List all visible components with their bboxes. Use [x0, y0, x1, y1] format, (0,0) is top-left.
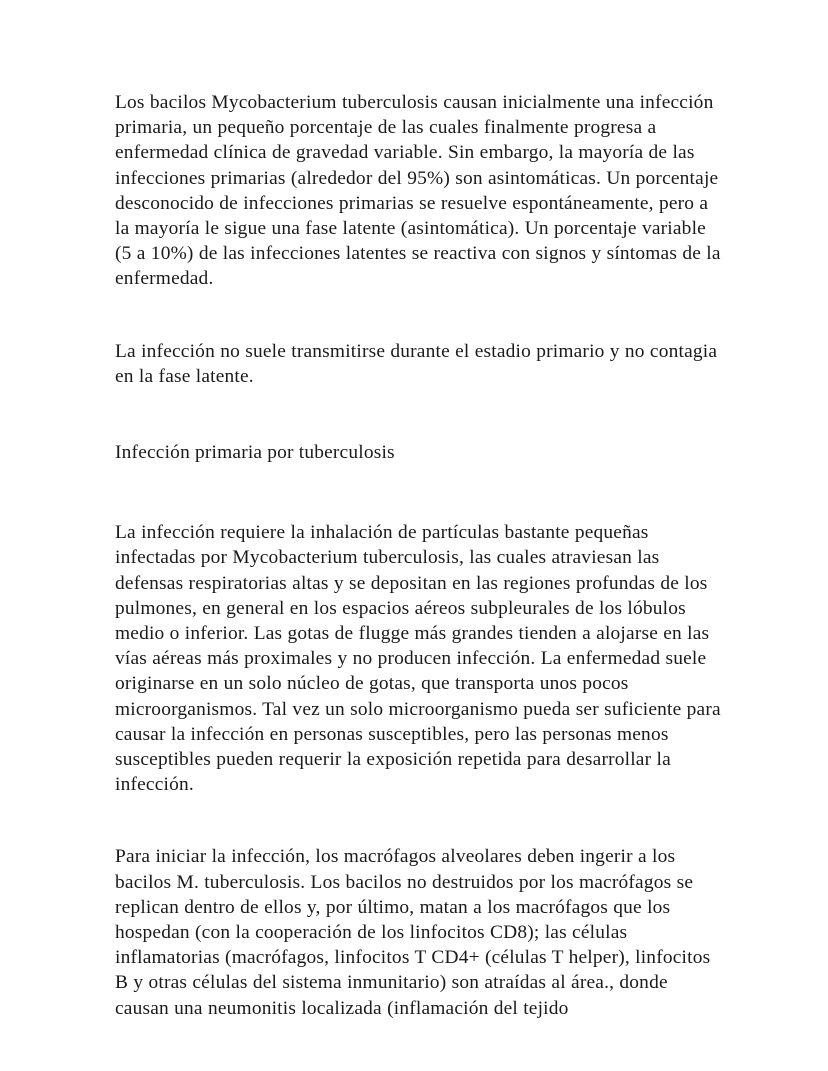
paragraph-spacer [115, 414, 723, 440]
heading-primary-tuberculosis-infection: Infección primaria por tuberculosis [115, 442, 395, 464]
paragraph-spacer [115, 317, 723, 339]
paragraph-spacer [115, 490, 723, 520]
paragraph-primary-infection-overview: Los bacilos Mycobacterium tuberculosis causan inicialmente una infección primaria, un pequeño porcentaje de las cuales finalmente progresa a enfermedad clínica de gravedad variable. Sin embargo, la mayoría de las infecciones primarias (alrededor del 95%) son asintomáticas. Un porcentaje desconocido de infecciones primarias se resuelve espontáneamente, pero a la mayoría le sigue una fase latente (asintomática). Un porcentaje variable (5 a 10%) de las infecciones latentes se reactiva con signos y síntomas de la enfermedad. [115, 92, 721, 290]
paragraph-macrophage-immune-response: Para iniciar la infección, los macrófagos alveolares deben ingerir a los bacilos M. tuberculosis. Los bacilos no destruidos por los macrófagos se replican dentro de ellos y, por último, matan a los macrófagos que los hospedan (con la cooperación de los linfocitos CD8); las células inflamatorias (macrófagos, linfocitos T CD4+ (células T helper), linfocitos B y otras células del sistema inmunitario) son atraídas al área., donde causan una neumonitis localizada (inflamación del tejido [115, 846, 711, 1019]
paragraph-inhalation-mechanism: La infección requiere la inhalación de partículas bastante pequeñas infectadas por Mycobacterium tuberculosis, las cuales atraviesan las defensas respiratorias altas y se depositan en las regiones profundas de los pulmones, en general en los espacios aéreos subpleurales de los lóbulos medio o inferior. Las gotas de flugge más grandes tienden a alojarse en las vías aéreas más proximales y no producen infección. La enfermedad suele originarse en un solo núcleo de gotas, que transporta unos pocos microorganismos. Tal vez un solo microorganismo pueda ser suficiente para causar la infección en personas susceptibles, pero las personas menos susceptibles pueden requerir la exposición repetida para desarrollar la infección. [115, 522, 721, 796]
document-text-column [115, 90, 723, 1046]
paragraph-transmission-latency: La infección no suele transmitirse durante el estadio primario y no contagia en la fase latente. [115, 340, 718, 387]
paragraph-spacer [115, 822, 723, 844]
